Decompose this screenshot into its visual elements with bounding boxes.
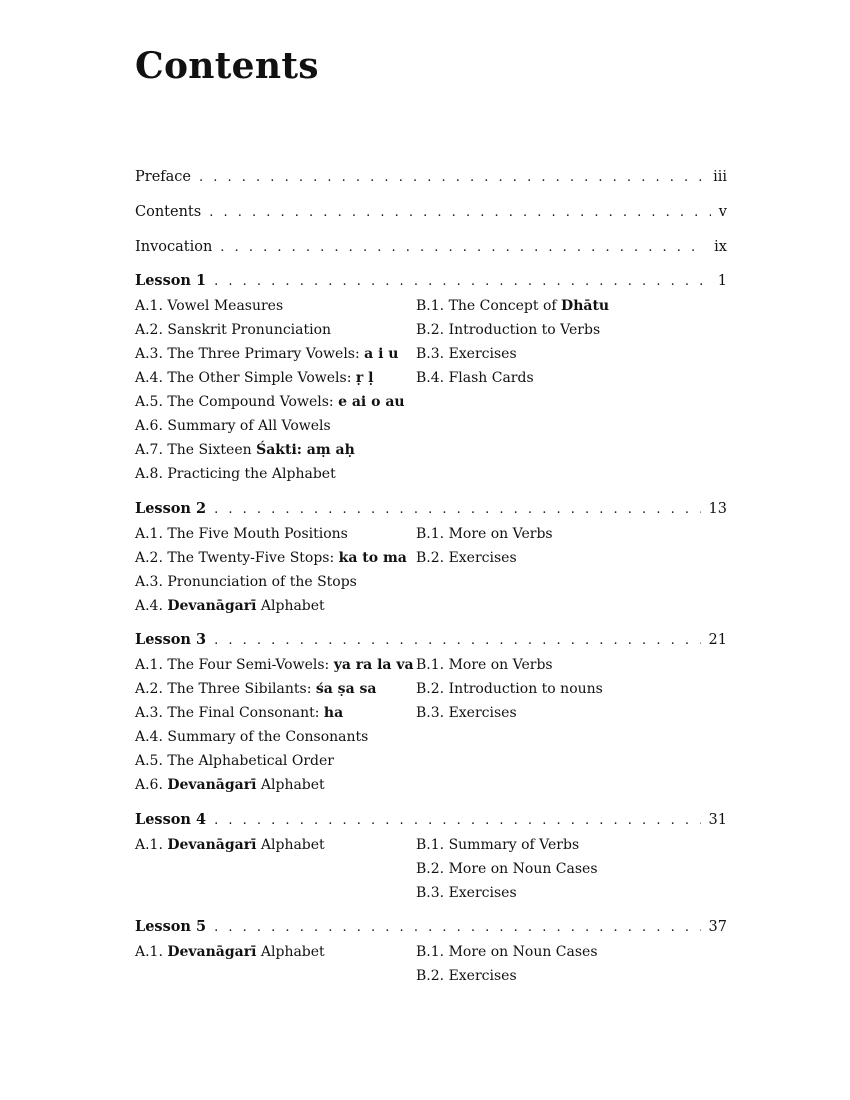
- subentry-term: Devanāgarī: [167, 944, 257, 960]
- subentry-number: A.4.: [135, 729, 163, 745]
- toc-entry-contents[interactable]: [135, 201, 727, 223]
- subentry-text: More on Noun Cases: [448, 861, 598, 877]
- toc-subentry[interactable]: [416, 320, 600, 340]
- toc-entry-label: Preface: [135, 169, 191, 185]
- subentry-number: A.1.: [135, 657, 163, 673]
- subentry-text: Vowel Measures: [167, 298, 284, 314]
- subentry-term: e ai o au: [338, 394, 405, 410]
- toc-subentry[interactable]: [416, 296, 609, 316]
- toc-entry-label: Lesson 4: [135, 811, 207, 828]
- toc-subentry[interactable]: [416, 835, 579, 855]
- subentry-term: a i u: [364, 346, 399, 362]
- toc-entry-label: Invocation: [135, 239, 213, 255]
- subentry-number: A.4.: [135, 370, 163, 386]
- toc-subentry[interactable]: [135, 548, 407, 568]
- toc-subentry[interactable]: [135, 572, 357, 592]
- toc-entry-invocation[interactable]: [135, 236, 727, 258]
- subentry-number: A.6.: [135, 777, 163, 793]
- toc-entry-lesson-5[interactable]: [135, 916, 727, 938]
- subentry-text: The Other Simple Vowels:: [167, 370, 356, 386]
- toc-subentry[interactable]: [416, 942, 598, 962]
- subentry-number: A.8.: [135, 466, 163, 482]
- toc-subentry[interactable]: [135, 655, 414, 675]
- subentry-text: The Three Primary Vowels:: [167, 346, 365, 362]
- toc-entry-label: Lesson 5: [135, 918, 207, 935]
- subentry-text: The Four Semi-Vowels:: [167, 657, 334, 673]
- subentry-number: A.4.: [135, 598, 163, 614]
- dot-leader: [214, 271, 710, 293]
- subentry-text: More on Noun Cases: [448, 944, 598, 960]
- subentry-number: A.5.: [135, 753, 163, 769]
- toc-subentry[interactable]: [135, 296, 283, 316]
- toc-subentry[interactable]: [135, 464, 336, 484]
- subentry-number: A.1.: [135, 298, 163, 314]
- subentry-number: B.2.: [416, 861, 445, 877]
- subentry-text: Summary of Verbs: [448, 837, 580, 853]
- subentry-number: B.2.: [416, 681, 445, 697]
- subentry-term: Devanāgarī: [167, 598, 257, 614]
- page-title: Contents: [135, 45, 319, 87]
- toc-subentry[interactable]: [416, 966, 517, 986]
- subentry-text-suffix: Alphabet: [256, 944, 325, 960]
- toc-subentry[interactable]: [416, 344, 517, 364]
- subentry-text: The Alphabetical Order: [167, 753, 334, 769]
- subentry-text: Summary of the Consonants: [167, 729, 369, 745]
- toc-page-number: 37: [708, 919, 727, 935]
- toc-subentry[interactable]: [416, 679, 603, 699]
- subentry-number: B.1.: [416, 526, 445, 542]
- subentry-text: Introduction to Verbs: [448, 322, 601, 338]
- subentry-text: Exercises: [448, 550, 517, 566]
- toc-subentry[interactable]: [135, 942, 325, 962]
- subentry-number: B.3.: [416, 705, 445, 721]
- subentry-number: A.3.: [135, 705, 163, 721]
- toc-page-number: 31: [708, 812, 727, 828]
- toc-subentry[interactable]: [416, 524, 553, 544]
- subentry-text-suffix: Alphabet: [256, 837, 325, 853]
- toc-subentry[interactable]: [135, 368, 373, 388]
- subentry-text: Exercises: [448, 705, 517, 721]
- subentry-text: The Final Consonant:: [167, 705, 324, 721]
- dot-leader: [214, 499, 700, 521]
- subentry-text: The Five Mouth Positions: [167, 526, 348, 542]
- subentry-number: B.1.: [416, 298, 445, 314]
- subentry-number: A.3.: [135, 346, 163, 362]
- subentry-text: Practicing the Alphabet: [167, 466, 336, 482]
- toc-subentry[interactable]: [135, 320, 331, 340]
- subentry-number: A.6.: [135, 418, 163, 434]
- subentry-number: A.1.: [135, 526, 163, 542]
- toc-subentry[interactable]: [416, 548, 517, 568]
- dot-leader: [214, 630, 700, 652]
- toc-entry-preface[interactable]: [135, 166, 727, 188]
- toc-entry-lesson-2[interactable]: [135, 498, 727, 520]
- subentry-text: The Concept of: [448, 298, 562, 314]
- subentry-number: A.2.: [135, 681, 163, 697]
- toc-entry-lesson-4[interactable]: [135, 809, 727, 831]
- subentry-number: B.3.: [416, 885, 445, 901]
- subentry-text: The Sixteen: [167, 442, 257, 458]
- subentry-number: A.7.: [135, 442, 163, 458]
- toc-subentry[interactable]: [416, 703, 517, 723]
- toc-page-number: 21: [708, 632, 727, 648]
- subentry-text: Sanskrit Pronunciation: [167, 322, 332, 338]
- toc-subentry[interactable]: [416, 368, 534, 388]
- toc-subentry[interactable]: [135, 751, 334, 771]
- toc-entry-label: Contents: [135, 204, 202, 220]
- subentry-number: A.1.: [135, 837, 163, 853]
- subentry-number: A.1.: [135, 944, 163, 960]
- subentry-term: ha: [323, 705, 344, 721]
- subentry-term: Devanāgarī: [167, 777, 257, 793]
- subentry-text: Exercises: [448, 885, 517, 901]
- toc-page-number: ix: [714, 239, 727, 255]
- subentry-number: A.5.: [135, 394, 163, 410]
- dot-leader: [220, 237, 706, 259]
- subentry-text: Pronunciation of the Stops: [167, 574, 357, 590]
- toc-subentry[interactable]: [416, 859, 598, 879]
- subentry-term: śa ṣa sa: [315, 681, 377, 697]
- subentry-text: The Twenty-Five Stops:: [167, 550, 339, 566]
- subentry-text-suffix: Alphabet: [256, 598, 325, 614]
- subentry-text-suffix: Alphabet: [256, 777, 325, 793]
- toc-subentry[interactable]: [135, 524, 348, 544]
- toc-page-number: v: [718, 204, 727, 220]
- subentry-text: The Compound Vowels:: [167, 394, 339, 410]
- subentry-number: B.1.: [416, 944, 445, 960]
- subentry-term: ya ra la va: [333, 657, 414, 673]
- toc-subentry[interactable]: [416, 655, 553, 675]
- toc-page-number: 13: [708, 501, 727, 517]
- subentry-text: More on Verbs: [448, 657, 553, 673]
- subentry-number: B.1.: [416, 837, 445, 853]
- subentry-text: Exercises: [448, 346, 517, 362]
- subentry-number: B.3.: [416, 346, 445, 362]
- subentry-text: More on Verbs: [448, 526, 553, 542]
- dot-leader: [214, 810, 700, 832]
- toc-entry-label: Lesson 2: [135, 500, 207, 517]
- subentry-number: A.2.: [135, 322, 163, 338]
- subentry-number: B.2.: [416, 322, 445, 338]
- toc-subentry[interactable]: [416, 883, 517, 903]
- subentry-term: ka to ma: [338, 550, 407, 566]
- toc-subentry[interactable]: [135, 835, 325, 855]
- toc-subentry[interactable]: [135, 416, 331, 436]
- dot-leader: [214, 917, 700, 939]
- subentry-text: Exercises: [448, 968, 517, 984]
- toc-subentry[interactable]: [135, 440, 355, 460]
- subentry-number: B.2.: [416, 550, 445, 566]
- subentry-term: Dhātu: [561, 298, 610, 314]
- subentry-number: B.2.: [416, 968, 445, 984]
- subentry-text: Summary of All Vowels: [167, 418, 331, 434]
- dot-leader: [209, 202, 711, 224]
- subentry-term: ṛ ḷ: [355, 370, 374, 386]
- toc-subentry[interactable]: [135, 392, 405, 412]
- toc-subentry[interactable]: [135, 679, 376, 699]
- toc-entry-label: Lesson 1: [135, 272, 207, 289]
- toc-subentry[interactable]: [135, 703, 343, 723]
- toc-entry-lesson-3[interactable]: [135, 629, 727, 651]
- toc-subentry[interactable]: [135, 596, 325, 616]
- toc-subentry[interactable]: [135, 344, 398, 364]
- toc-subentry[interactable]: [135, 727, 368, 747]
- toc-page-number: 1: [717, 273, 727, 289]
- subentry-term: Devanāgarī: [167, 837, 257, 853]
- subentry-text: The Three Sibilants:: [167, 681, 316, 697]
- toc-page-number: iii: [713, 169, 727, 185]
- toc-entry-label: Lesson 3: [135, 631, 207, 648]
- subentry-number: A.3.: [135, 574, 163, 590]
- dot-leader: [199, 167, 705, 189]
- subentry-number: B.4.: [416, 370, 445, 386]
- subentry-text: Introduction to nouns: [448, 681, 603, 697]
- subentry-number: B.1.: [416, 657, 445, 673]
- subentry-term: Śakti: aṃ aḥ: [256, 442, 355, 458]
- toc-entry-lesson-1[interactable]: [135, 270, 727, 292]
- subentry-text: Flash Cards: [448, 370, 534, 386]
- toc-subentry[interactable]: [135, 775, 325, 795]
- subentry-number: A.2.: [135, 550, 163, 566]
